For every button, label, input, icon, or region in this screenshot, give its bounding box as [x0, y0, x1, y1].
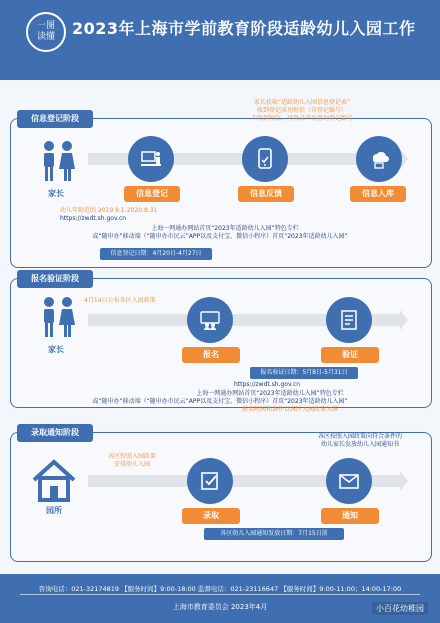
step-notify-button[interactable]: 通知: [321, 508, 379, 524]
registration-step2-circle: [242, 136, 288, 182]
watermark: 小百花幼稚园: [372, 602, 428, 615]
apply-channel-note-1: 上海一网通办网站首页“2023年适龄幼儿入园”特色专栏: [196, 390, 344, 397]
footer: [0, 574, 440, 623]
kindergarten-house-icon: [30, 458, 78, 502]
apply-url: https://zwdt.sh.gov.cn: [234, 381, 301, 388]
registration-top-note-line-3: 未收到短信，可登录平台查询登记编号: [250, 115, 353, 122]
section-tag-admission: 录取通知阶段: [17, 424, 93, 442]
footer-divider: [20, 594, 420, 595]
apply-date-chip: 报名验证日期：5月8日-5月31日: [250, 367, 358, 379]
apply-step1-circle: [187, 297, 233, 343]
checklist-icon: [337, 308, 361, 332]
apply-role-label: 家长: [48, 345, 64, 354]
admission-left-note: [90, 453, 174, 469]
registration-channel-note-1: 上海一网通办网站首页“2023年适龄幼儿入园”特色专栏: [151, 225, 299, 232]
mobile-phone-icon: [253, 147, 277, 171]
footer-organization: 上海市教育委员会 2023年4月: [172, 603, 268, 611]
page-title: 2023年上海市学前教育阶段适龄幼儿入园工作: [72, 19, 416, 38]
admission-role-label: 园所: [46, 506, 62, 515]
registration-role-label: 家长: [48, 189, 64, 198]
step-feedback-button[interactable]: 信息反馈: [238, 186, 294, 202]
admission-right-note-line-1: 各区按照入园政策向符合条件的: [317, 433, 402, 440]
registration-channel-note-2: 或“随申办”移动端（“随申办市民云”APP以及支付宝、微信小程序）首页“2023年适龄幼儿入园”: [92, 233, 348, 240]
registration-date-chip: 信息登记日期：4月20日-4月27日: [100, 248, 212, 260]
logo-line-1: 一图: [36, 21, 55, 31]
apply-condition-note: 报名时间和条件以各区入园政策为准: [241, 406, 338, 413]
apply-channel-note-2: 或“随申办”移动端（“随申办市民云”APP以及支付宝、微信小程序）首页“2023年适龄幼儿入园”: [92, 398, 348, 405]
registration-top-note: [212, 99, 392, 123]
envelope-icon: [337, 469, 361, 493]
footer-contact: 咨询电话：021-32174819 【服务时间】9:00-18:00 监督电话：021-23116647 【服务时间】9:00-11:00；14:00-17:00: [38, 585, 402, 593]
registration-top-note-line-1: 家长获取“适龄幼儿入园信息登记表”: [253, 99, 351, 106]
section-tag-registration: 信息登记阶段: [17, 110, 93, 128]
apply-step2-circle: [326, 297, 372, 343]
parents-icon: [38, 140, 78, 184]
registration-age-note: 幼儿年龄范围 2019.9.1-2020.8.31: [60, 207, 158, 214]
apply-policy-note: 4月14日公布各区入园政策: [84, 297, 156, 304]
meeting-icon: [198, 308, 222, 332]
step-verify-button[interactable]: 验证: [321, 347, 379, 363]
section-tag-apply-verify: 报名验证阶段: [17, 270, 93, 288]
step-apply-button[interactable]: 报名: [182, 347, 240, 363]
step-admit-button[interactable]: 录取: [182, 508, 240, 524]
registration-url: https://zwdt.sh.gov.cn: [60, 215, 127, 222]
admission-date-chip: 各区幼儿入园通知发放日期：7月15日前: [204, 528, 344, 540]
admission-step2-circle: [326, 458, 372, 504]
logo-line-2: 读懂: [36, 32, 55, 42]
cloud-database-icon: [367, 147, 391, 171]
header-banner: [0, 0, 440, 80]
step-register-button[interactable]: 信息登记: [124, 186, 180, 202]
check-document-icon: [198, 469, 222, 493]
computer-desk-icon: [139, 147, 163, 171]
registration-step3-circle: [356, 136, 402, 182]
admission-step1-circle: [187, 458, 233, 504]
step-storage-button[interactable]: 信息入库: [350, 186, 406, 202]
admission-left-note-line-2: 安排幼儿入园: [113, 461, 150, 468]
admission-right-note-line-2: 幼儿家长发放幼儿入园通知书: [320, 441, 399, 448]
admission-left-note-line-1: 各区按照入园政策: [107, 453, 156, 460]
registration-step1-circle: [128, 136, 174, 182]
parents-icon-2: [38, 296, 78, 340]
logo-badge: [26, 12, 66, 52]
registration-top-note-line-2: 收到登记成功短信（含登记编号）: [256, 107, 347, 114]
admission-right-note: [300, 433, 420, 449]
